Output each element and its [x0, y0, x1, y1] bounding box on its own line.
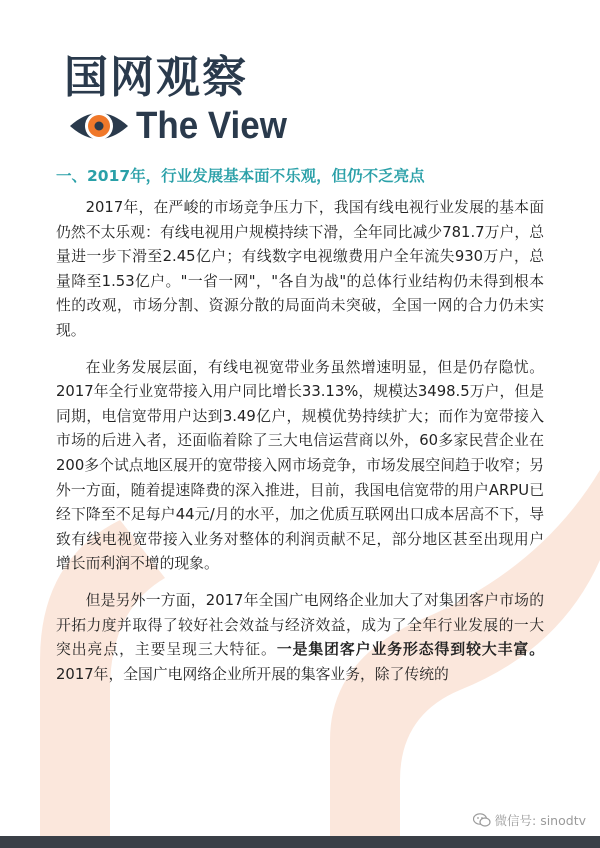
- paragraph-2: 在业务发展层面，有线电视宽带业务虽然增速明显，但是仍存隐忧。2017年全行业宽带接入用户同比增长33.13%，规模达3498.5万户，但是同期，电信宽带用户达到3.49亿户，规模优势持续扩大；而作为宽带接入市场的后进入者，还面临着除了三大电信运营商以外，60多家民营企业在200多个试点地区展开的宽带接入网市场竞争，市场发展空间趋于收窄；另外一方面，随着提速降费的深入推进，目前，我国电信宽带的用户ARPU已经下降至不足每户44元/月的水平，加之优质互联网出口成本居高不下，导致有线电视宽带接入业务对整体的利润贡献不足，部分地区甚至出现用户增长而利润不增的现象。: [56, 358, 544, 573]
- watermark-label: 微信号: sinodtv: [494, 813, 586, 828]
- article-body: [56, 196, 544, 699]
- footer-bar: [0, 836, 600, 848]
- paragraph-1: 2017年，在严峻的市场竞争压力下，我国有线电视行业发展的基本面仍然不太乐观：有线电视用户规模持续下滑，全年同比减少781.7万户，总量进一步下滑至2.45亿户；有线数字电视缴费用户全年流失930万户，总量降至1.53亿户。"一省一网"，"各自为战"的总体行业结构仍未得到根本性的改观，市场分割、资源分散的局面尚未突破，全国一网的合力仍未实现。: [56, 199, 544, 339]
- paragraph-3-bold: 一是集团客户业务形态得到较大丰富。: [276, 641, 544, 659]
- eye-icon: [68, 104, 130, 148]
- paragraph-3: [56, 589, 544, 687]
- wechat-watermark: [473, 811, 586, 829]
- brand-subtitle: The View: [136, 105, 287, 147]
- brand-title: 国网观察: [64, 52, 248, 103]
- section-heading: 一、2017年，行业发展基本面不乐观，但仍不乏亮点: [56, 167, 425, 185]
- paragraph-3-text-b: 2017年，全国广电网络企业所开展的集客业务，除了传统的: [56, 665, 449, 683]
- wechat-icon: [473, 813, 491, 827]
- paragraph-3-text-a: 但是另外一方面，2017年全国广电网络企业加大了对集团客户市场的开拓力度并取得了较好社会效益与经济效益，成为了全年行业发展的一大突出亮点，主要呈现三大特征。: [56, 591, 544, 659]
